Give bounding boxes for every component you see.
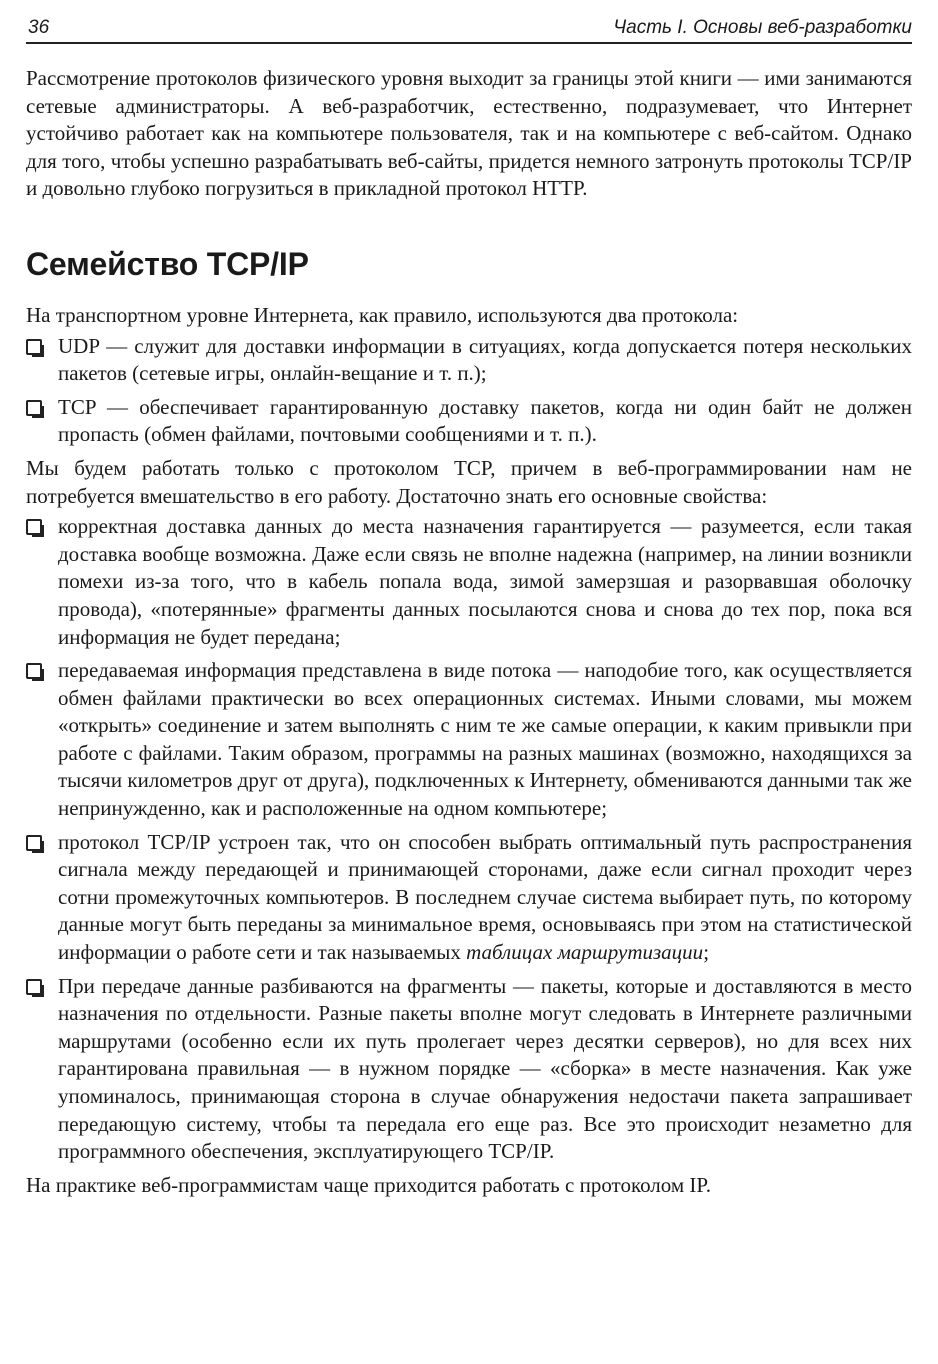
list-item xyxy=(26,513,912,651)
page-number: 36 xyxy=(28,17,50,38)
page-body xyxy=(26,65,912,1199)
list-item-text: UDP — служит для доставки информации в ситуациях, когда допускается потеря нескольких пакетов (сетевые игры, онлайн-вещание и т. п.); xyxy=(58,333,912,386)
list-item xyxy=(26,333,912,388)
list-item xyxy=(26,829,912,967)
lead-paragraph: На транспортном уровне Интернета, как правило, используются два протокола: xyxy=(26,302,739,327)
checkbox-bullet-icon xyxy=(26,663,42,679)
list-item-text: передаваемая информация представлена в виде потока — наподобие того, как осуществляется обмен файлами практически во всех операционных системах. Иными словами, мы можем «открыть» соединение и затем выполнять с ним те же самые операции, к каким привыкли при работе с файлами. Таким образом, программы на разных машинах (возможно, находящихся за тысячи километров друг от друга), подключенных к Интернету, обмениваются данными так же непринужденно, как и расположенные на одном компьютере; xyxy=(58,658,912,821)
routing-tables-term: таблицах маршрутизации xyxy=(466,940,704,965)
checkbox-bullet-icon xyxy=(26,400,42,416)
tcp-paragraph: Мы будем работать только с протоколом TCP, причем в веб-программировании нам не потребуется вмешательство в его работу. Достаточно знать его основные свойства: xyxy=(26,455,912,508)
tcp-properties-list xyxy=(26,513,912,1166)
list-item-text: корректная доставка данных до места назначения гарантируется — разумеется, если такая доставка вообще возможна. Даже если связь не вполне надежна (например, на линии возникли помехи из-за того, что в кабель попала вода, зимой замерзшая и разорвавшая оболочку провода), «потерянные» фрагменты данных посылаются снова и снова до тех пор, пока вся информация не будет передана; xyxy=(58,514,912,649)
checkbox-bullet-icon xyxy=(26,339,42,355)
checkbox-bullet-icon xyxy=(26,519,42,535)
list-item xyxy=(26,973,912,1166)
checkbox-bullet-icon xyxy=(26,835,42,851)
list-item-text: протокол TCP/IP устроен так, что он способен выбрать оптимальный путь распространения сигнала между передающей и принимающей сторонами, даже если сигнал проходит через сотни промежуточных компьютеров. В последнем случае система выбирает путь, по которому данные могут быть переданы за минимальное время, основываясь при этом на статистической информации о работе сети и так называемых xyxy=(58,829,912,965)
running-header xyxy=(26,14,912,44)
list-item-text: TCP — обеспечивает гарантированную доставку пакетов, когда ни один байт не должен пропасть (обмен файлами, почтовыми сообщениями и т. п.). xyxy=(58,394,912,447)
protocol-list xyxy=(26,333,912,449)
section-heading: Семейство TCP/IP xyxy=(26,245,309,282)
list-item-text: При передаче данные разбиваются на фрагменты — пакеты, которые и доставляются в место назначения по отдельности. Разные пакеты вполне могут следовать в Интернете различными маршрутами (особенно если их путь пролегает через десятки серверов), но для всех них гарантирована правильная — в нужном порядке — «сборка» в месте назначения. Как уже упоминалось, принимающая сторона в случае обнаружения недостачи пакета запрашивает передающую систему, чтобы та передала его еще раз. Все это происходит незаметно для программного обеспечения, эксплуатирующего TCP/IP. xyxy=(58,973,912,1164)
closing-paragraph: На практике веб-программистам чаще приходится работать с протоколом IP. xyxy=(26,1172,712,1197)
intro-paragraph: Рассмотрение протоколов физического уровня выходит за границы этой книги — ими занимаются сетевые администраторы. А веб-разработчик, естественно, подразумевает, что Интернет устойчиво работает как на компьютере пользователя, так и на компьютере с веб-сайтом. Однако для того, чтобы успешно разрабатывать веб-сайты, придется немного затронуть протоколы TCP/IP и довольно глубоко погрузиться в прикладной протокол HTTP. xyxy=(26,66,912,201)
checkbox-bullet-icon xyxy=(26,979,42,995)
chapter-title: Часть I. Основы веб-разработки xyxy=(613,17,912,38)
list-item xyxy=(26,657,912,823)
list-item xyxy=(26,394,912,449)
list-item-tail: ; xyxy=(703,940,710,965)
